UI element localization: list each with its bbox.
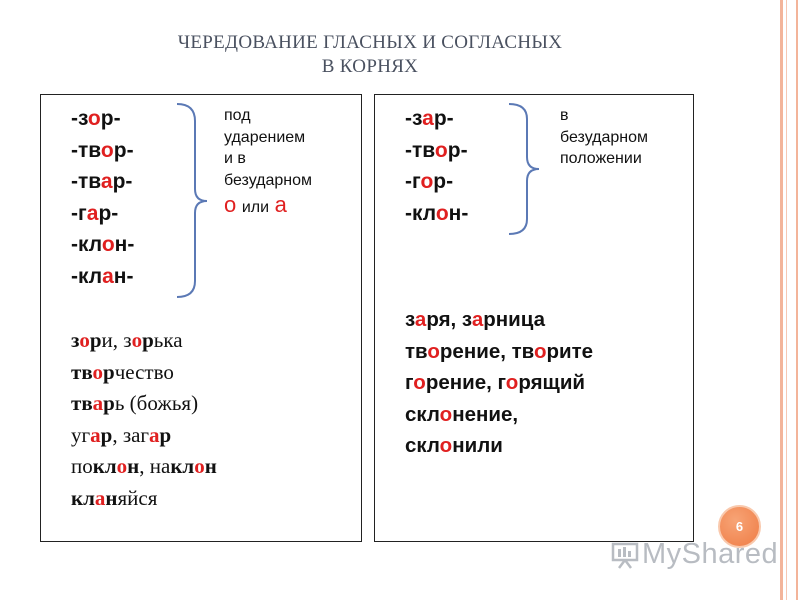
left-examples (71, 325, 217, 514)
word-part: р (89, 328, 102, 352)
root-part: р- (98, 201, 119, 225)
example-line (71, 388, 217, 420)
example-line (405, 367, 593, 399)
note-vowel-o: о (224, 192, 237, 217)
root-vowel: о (434, 138, 448, 162)
word-part: р (103, 359, 115, 384)
word-vowel: а (92, 391, 104, 415)
word-part: р (100, 422, 113, 447)
word-vowel: о (131, 328, 143, 352)
root-part: р- (100, 107, 121, 130)
word-part: н (204, 454, 217, 478)
example-line (71, 325, 217, 357)
decor-side-line (780, 0, 783, 600)
root-part: -кл (71, 233, 102, 256)
word-part: скл (405, 402, 440, 426)
word-part: яйся (117, 485, 158, 510)
root-part: -з (71, 107, 88, 130)
root-item (405, 135, 468, 167)
word-part: и, з (101, 328, 132, 352)
word-part: тв (71, 359, 93, 384)
word-vowel: о (427, 339, 440, 363)
word-part: ь (божья) (114, 391, 199, 415)
word-part: рение, тв (439, 339, 534, 363)
root-item (71, 103, 134, 135)
word-part: рите (546, 339, 594, 363)
slide-title-line-2: В КОРНЯХ (321, 56, 419, 77)
root-vowel: а (422, 107, 434, 130)
root-item (405, 198, 468, 230)
word-part: скл (405, 434, 440, 457)
root-vowel: о (87, 107, 101, 130)
word-part: чество (114, 359, 174, 384)
root-part: р- (113, 138, 134, 162)
word-part: р (103, 391, 115, 415)
word-part: г (405, 371, 414, 394)
word-part: з (405, 308, 415, 331)
root-part: -тв (71, 170, 101, 193)
note-line: безударном (224, 171, 313, 189)
root-part: -кл (405, 201, 436, 225)
right-panel (374, 94, 694, 542)
root-item (71, 135, 134, 167)
watermark-logo (610, 538, 779, 570)
root-part: -г (405, 170, 421, 193)
root-part: -з (405, 107, 423, 130)
word-vowel: а (149, 422, 160, 447)
note-line: положении (560, 150, 642, 167)
root-vowel: о (420, 170, 434, 193)
word-vowel: о (439, 402, 453, 426)
word-part: н (127, 454, 140, 478)
word-part: уг (71, 422, 91, 447)
root-part: -тв (405, 138, 435, 162)
slide-title (100, 31, 640, 79)
left-panel (40, 94, 362, 542)
decor-side-line (796, 0, 798, 600)
word-vowel: о (533, 339, 547, 363)
root-vowel: а (100, 170, 113, 193)
presentation-board-icon (610, 540, 640, 570)
word-vowel: о (505, 371, 519, 394)
root-part: р- (112, 170, 133, 193)
note-line: в (560, 107, 569, 124)
root-item (71, 198, 134, 230)
word-part: рение, г (425, 371, 506, 394)
root-part: н- (448, 201, 469, 225)
root-part: р- (447, 138, 468, 162)
slide-title-line-1: ЧЕРЕДОВАНИЕ ГЛАСНЫХ И СОГЛАСНЫХ (177, 32, 563, 53)
word-vowel: а (94, 485, 106, 510)
word-vowel: о (194, 454, 205, 478)
root-vowel: а (86, 201, 99, 225)
word-vowel: о (413, 371, 426, 394)
word-part: кл (170, 454, 195, 478)
note-line: ударением (224, 128, 306, 146)
word-part: р (159, 422, 172, 447)
note-vowel-line (224, 192, 312, 221)
root-part: р- (433, 107, 454, 130)
root-item (71, 229, 134, 261)
word-part: нили (452, 434, 503, 457)
word-part: , на (139, 454, 171, 478)
right-examples (405, 304, 593, 462)
word-vowel: о (439, 434, 453, 457)
word-part: по (71, 454, 93, 478)
watermark-text: MyShared (642, 538, 779, 570)
right-roots-list (405, 103, 468, 229)
word-part: кл (92, 454, 117, 478)
root-item (71, 166, 134, 198)
word-part: тв (405, 339, 428, 363)
word-vowel: о (116, 454, 128, 478)
word-part: ька (153, 328, 183, 352)
word-part: кл (71, 485, 95, 510)
root-item (405, 166, 468, 198)
note-or: или (241, 199, 270, 216)
root-part: н- (114, 233, 135, 256)
example-line (71, 451, 217, 483)
root-item (71, 261, 134, 293)
decor-side-line (786, 0, 787, 600)
note-line: под (224, 107, 251, 124)
word-vowel: а (90, 422, 101, 447)
word-part: тв (71, 391, 93, 415)
word-vowel: а (414, 308, 427, 331)
word-part: , заг (112, 422, 150, 447)
root-part: н- (113, 264, 134, 288)
example-line (71, 420, 217, 452)
word-part: ря, з (426, 308, 472, 331)
word-part: з (71, 328, 80, 352)
left-roots-list (71, 103, 134, 292)
word-vowel: о (79, 328, 90, 352)
example-line (405, 336, 593, 368)
example-line (71, 483, 217, 515)
root-part: р- (433, 170, 454, 193)
note-line: безударном (560, 128, 649, 146)
root-vowel: о (101, 233, 115, 256)
root-item (405, 103, 468, 135)
word-vowel: о (92, 359, 104, 384)
curly-brace-icon (507, 101, 547, 237)
example-line (405, 304, 593, 336)
left-note (224, 105, 312, 221)
example-line (405, 399, 593, 431)
page-number-badge: 6 (718, 505, 761, 548)
root-part: -г (71, 201, 87, 225)
example-line (71, 357, 217, 389)
curly-brace-icon (175, 101, 215, 301)
root-vowel: о (100, 138, 114, 162)
root-part: -кл (71, 264, 103, 288)
right-note (560, 105, 648, 170)
word-part: рница (483, 308, 546, 331)
root-vowel: о (435, 201, 449, 225)
note-vowel-a: а (274, 192, 287, 217)
example-line (405, 430, 593, 462)
word-part: нение, (452, 402, 519, 426)
root-part: -тв (71, 138, 101, 162)
word-vowel: а (471, 308, 484, 331)
word-part: н (105, 485, 118, 510)
note-line: и в (224, 150, 246, 167)
word-part: рящий (518, 371, 586, 394)
root-vowel: а (102, 264, 114, 288)
word-part: р (142, 328, 154, 352)
